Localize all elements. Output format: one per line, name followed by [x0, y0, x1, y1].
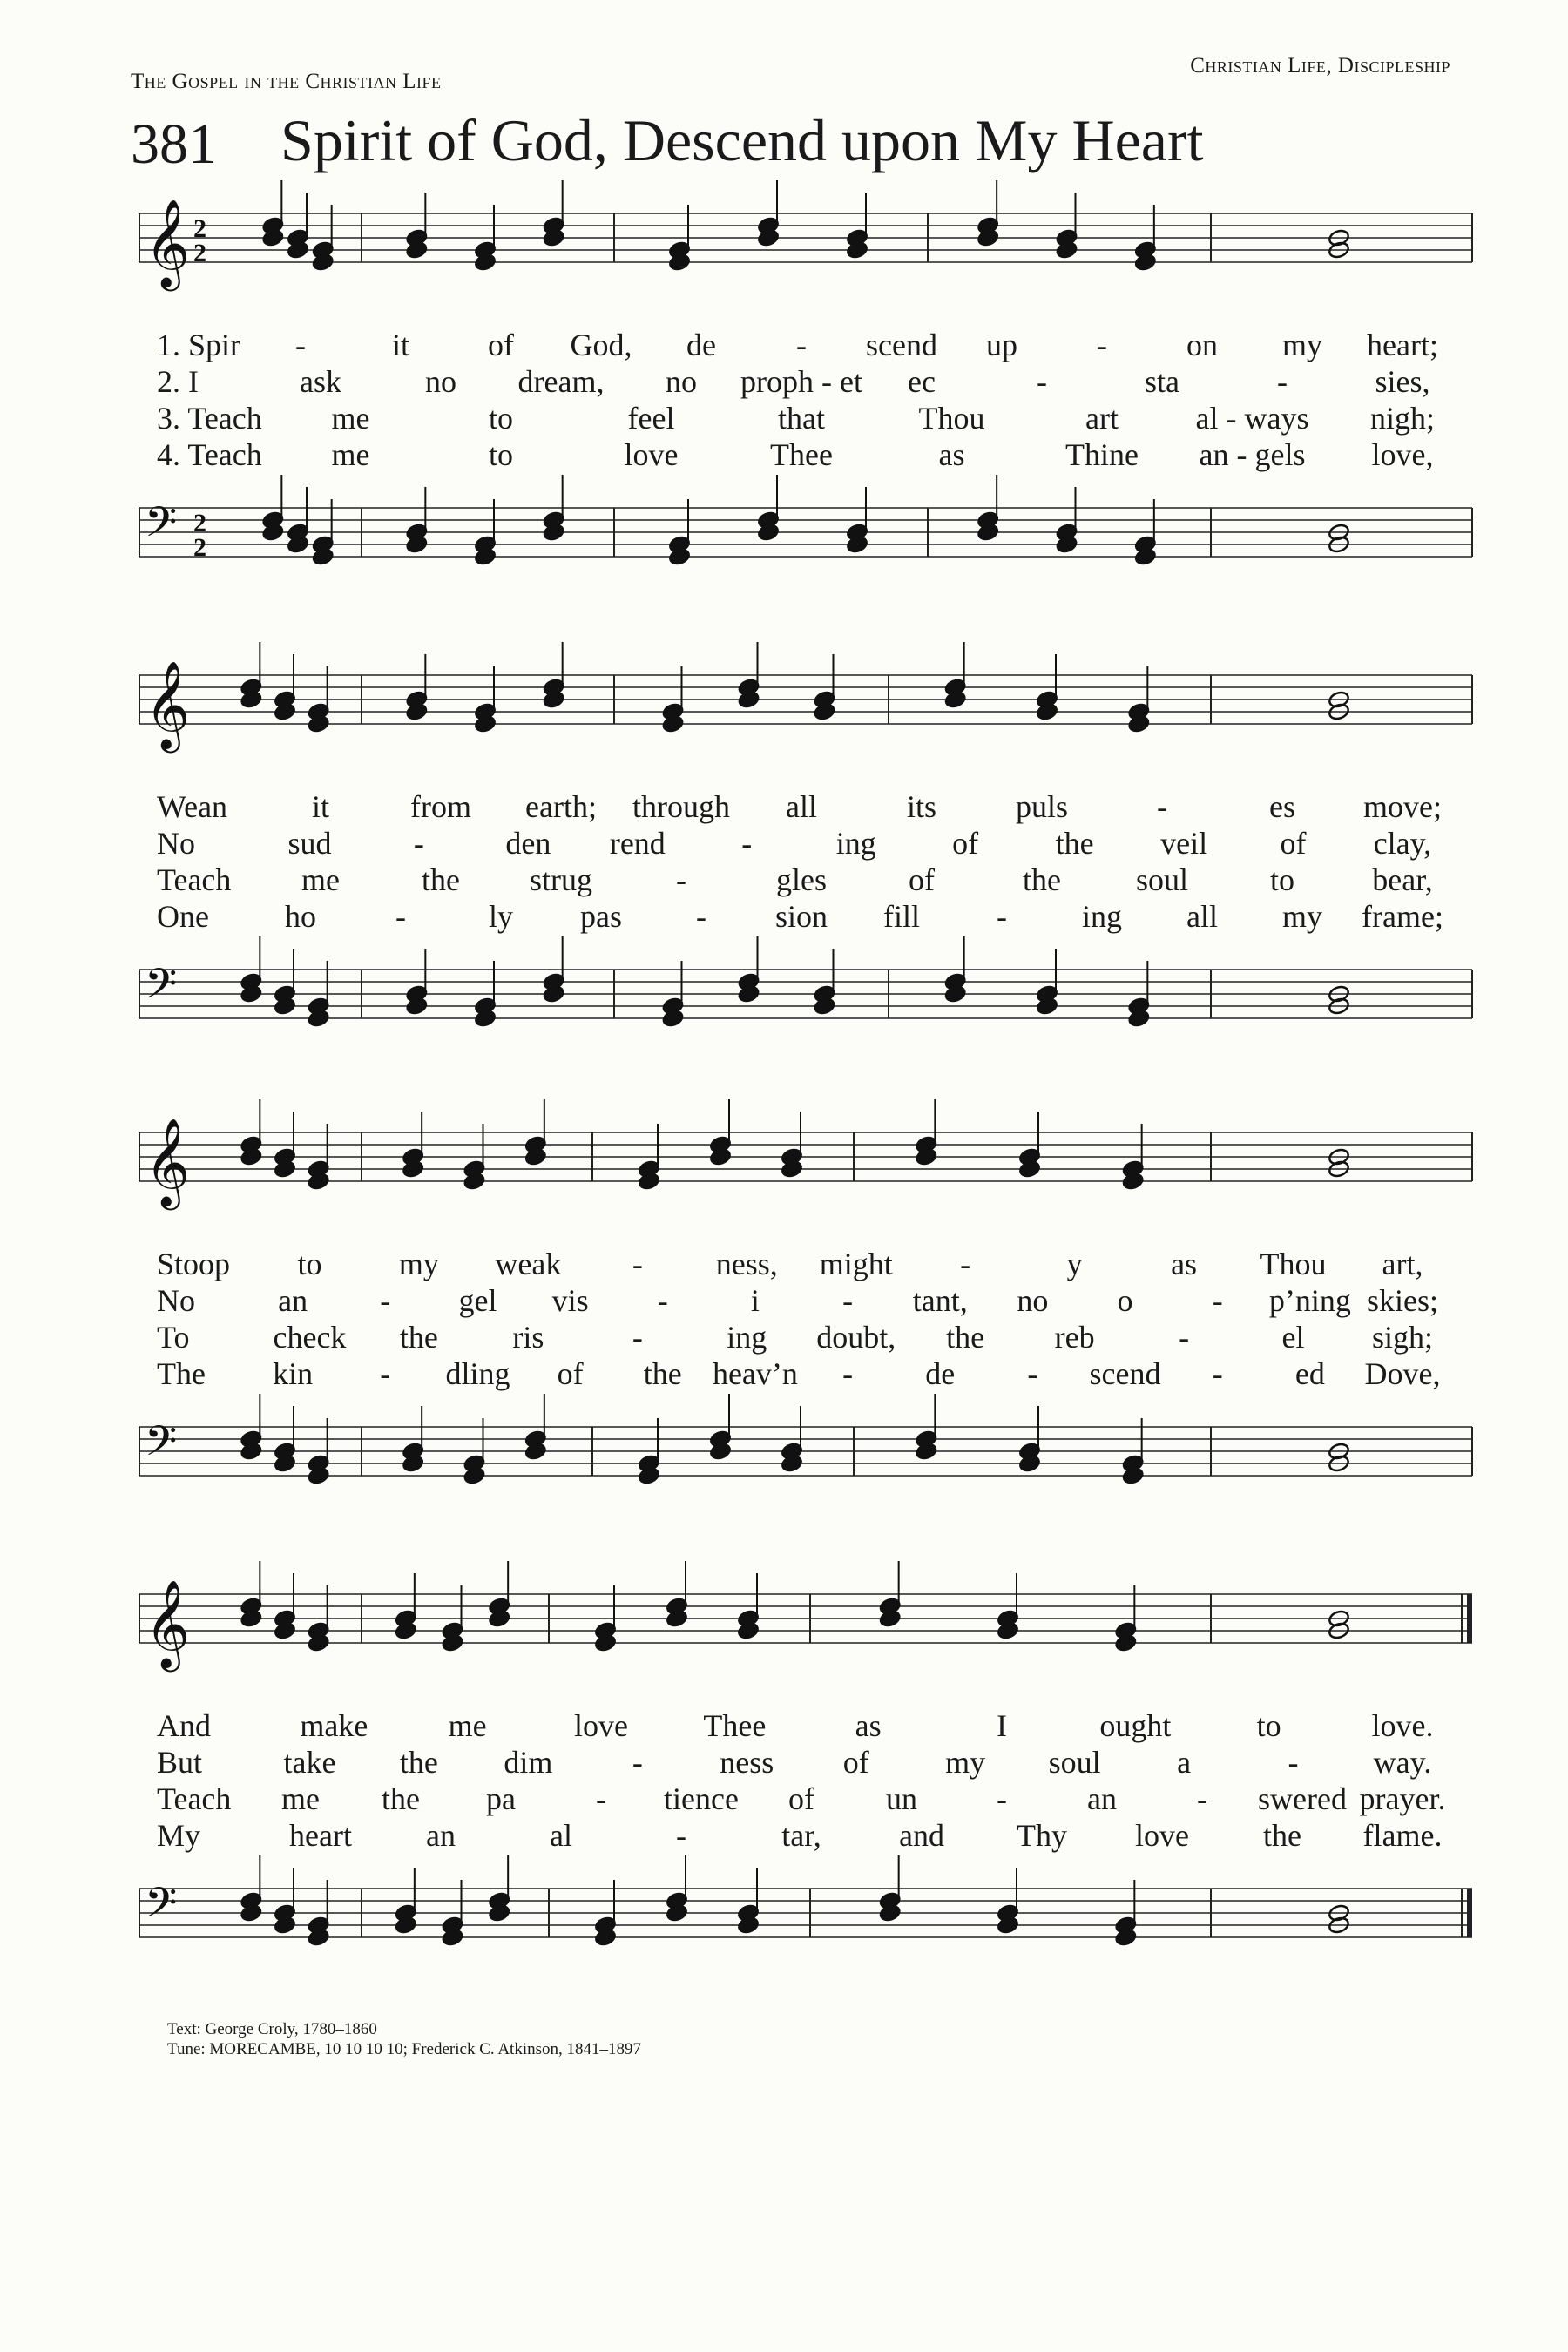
lyric-syllable: ought: [1099, 1708, 1172, 1743]
lyric-syllable: my: [1281, 899, 1323, 934]
lyric-syllable: -: [657, 1283, 668, 1318]
lyric-syllable: love.: [1371, 1708, 1434, 1743]
bass-clef-icon: 𝄢: [145, 497, 178, 557]
lyric-syllable: -: [632, 1320, 643, 1355]
lyric-syllable: an: [1087, 1781, 1117, 1816]
lyric-syllable: -: [997, 1781, 1007, 1816]
time-signature-digit: 2: [193, 509, 206, 537]
lyric-syllable: -: [1197, 1781, 1207, 1816]
lyric-syllable: -: [842, 1283, 854, 1318]
lyric-syllable: gel: [458, 1283, 497, 1318]
lyric-syllable: my: [945, 1745, 986, 1780]
lyric-syllable: love,: [1371, 437, 1434, 472]
lyric-syllable: -: [380, 1356, 391, 1391]
lyric-line-verse-4: [139, 436, 1472, 470]
lyric-syllable: ness,: [715, 1247, 778, 1281]
lyric-syllable: -: [696, 899, 706, 934]
lyric-syllable: Thine: [1065, 437, 1139, 472]
lyric-syllable: -: [676, 862, 686, 897]
lyric-syllable: i: [750, 1283, 760, 1318]
lyric-syllable: I: [997, 1708, 1007, 1743]
lyric-syllable: -: [997, 899, 1007, 934]
lyric-syllable: heav’n: [712, 1356, 798, 1391]
lyric-syllable: o: [1117, 1283, 1133, 1318]
lyric-syllable: on: [1186, 328, 1218, 362]
lyric-line-verse-1: [139, 1246, 1472, 1279]
lyric-syllable: heart: [289, 1818, 352, 1853]
lyric-syllable: weak: [495, 1247, 562, 1281]
lyric-syllable: to: [297, 1247, 322, 1281]
lyric-syllable: -: [741, 826, 753, 861]
lyric-syllable: its: [906, 789, 937, 824]
lyric-syllable: My: [157, 1818, 201, 1853]
lyric-syllable: no: [666, 364, 697, 399]
lyric-syllable: pa: [486, 1781, 516, 1816]
lyric-syllable: -: [380, 1283, 391, 1318]
lyric-syllable: -: [1179, 1320, 1190, 1355]
lyric-syllable: up: [986, 328, 1017, 362]
time-signature-digit: 2: [193, 533, 206, 562]
lyric-syllable: Thou: [1260, 1247, 1327, 1281]
lyric-syllable: dream,: [517, 364, 605, 399]
section-header-left: The Gospel in the Christian Life: [131, 70, 442, 93]
lyric-syllable: And: [157, 1708, 211, 1743]
lyric-syllable: it: [391, 328, 410, 362]
lyric-syllable: ris: [512, 1320, 544, 1355]
lyric-syllable: me: [331, 401, 370, 436]
lyric-syllable: swered: [1258, 1781, 1347, 1816]
lyric-syllable: to: [1269, 862, 1295, 897]
lyric-syllable: -: [842, 1356, 854, 1391]
lyric-syllable: me: [281, 1781, 320, 1816]
lyric-syllable: me: [331, 437, 370, 472]
lyric-syllable: proph - et: [740, 364, 862, 399]
lyric-syllable: -: [960, 1247, 971, 1281]
lyric-syllable: veil: [1160, 826, 1208, 861]
bass-staff: [139, 1855, 1472, 1947]
lyric-syllable: make: [300, 1708, 368, 1743]
lyric-syllable: 3. Teach: [157, 401, 262, 436]
lyric-syllable: the: [399, 1745, 438, 1780]
lyric-syllable: frame;: [1362, 899, 1443, 934]
lyric-syllable: gles: [776, 862, 827, 897]
lyric-syllable: to: [488, 437, 514, 472]
treble-clef-icon: 𝄞: [145, 659, 191, 749]
lyric-syllable: art,: [1382, 1247, 1423, 1281]
lyric-syllable: -: [1027, 1356, 1038, 1391]
lyric-syllable: ly: [488, 899, 514, 934]
lyric-syllable: it: [311, 789, 330, 824]
lyric-syllable: as: [855, 1708, 882, 1743]
lyric-syllable: 2. I: [157, 364, 199, 399]
lyric-syllable: de: [686, 328, 716, 362]
lyric-syllable: vis: [551, 1283, 589, 1318]
lyric-syllable: -: [632, 1247, 643, 1281]
lyric-syllable: the: [399, 1320, 438, 1355]
lyric-syllable: as: [1171, 1247, 1198, 1281]
lyric-syllable: tant,: [912, 1283, 968, 1318]
lyric-syllable: scend: [1089, 1356, 1161, 1391]
lyric-syllable: doubt,: [816, 1320, 896, 1355]
bass-clef-icon: 𝄢: [145, 1878, 178, 1937]
time-signature-digit: 2: [193, 214, 206, 243]
lyric-syllable: -: [676, 1818, 686, 1853]
lyric-line-verse-4: [139, 1355, 1472, 1389]
lyric-syllable: fill: [883, 899, 920, 934]
lyric-line-verse-3: [139, 400, 1472, 436]
treble-clef-icon: 𝄞: [145, 198, 191, 287]
lyric-syllable: y: [1066, 1247, 1083, 1281]
lyric-syllable: -: [413, 826, 424, 861]
lyric-syllable: -: [1277, 364, 1288, 399]
lyric-syllable: move;: [1363, 789, 1442, 824]
lyric-syllable: -: [395, 899, 406, 934]
bass-staff: [139, 475, 1472, 566]
lyric-syllable: love: [1135, 1818, 1189, 1853]
lyric-syllable: Teach: [157, 862, 232, 897]
lyric-syllable: clay,: [1373, 826, 1432, 861]
lyric-syllable: of: [842, 1745, 869, 1780]
lyric-line-verse-2: [139, 1744, 1472, 1780]
lyric-syllable: flame.: [1362, 1818, 1443, 1853]
lyric-syllable: the: [643, 1356, 682, 1391]
lyric-syllable: that: [778, 401, 825, 436]
lyric-syllable: of: [909, 862, 935, 897]
lyric-syllable: to: [488, 401, 514, 436]
section-header-right: Christian Life, Discipleship: [1190, 54, 1450, 78]
lyric-syllable: es: [1269, 789, 1295, 824]
lyric-syllable: sion: [774, 899, 828, 934]
lyric-syllable: the: [382, 1781, 420, 1816]
hymn-credits: [167, 2019, 641, 2059]
lyric-syllable: de: [925, 1356, 956, 1391]
lyric-syllable: all: [1186, 899, 1218, 934]
lyric-syllable: No: [157, 1283, 195, 1318]
lyric-syllable: ing: [1081, 899, 1123, 934]
lyric-syllable: -: [596, 1781, 606, 1816]
lyric-syllable: Thee: [703, 1708, 767, 1743]
lyric-syllable: -: [632, 1745, 643, 1780]
lyric-syllable: soul: [1048, 1745, 1101, 1780]
lyric-syllable: me: [448, 1708, 487, 1743]
lyric-line-verse-3: [139, 862, 1472, 895]
hymn-title: Spirit of God, Descend upon My Heart: [280, 107, 1204, 173]
lyric-syllable: skies;: [1366, 1283, 1439, 1318]
lyric-line-verse-1: [139, 1707, 1472, 1743]
lyric-syllable: To: [157, 1320, 190, 1355]
lyric-syllable: of: [1280, 826, 1307, 861]
lyric-syllable: al - ways: [1195, 401, 1309, 436]
lyric-syllable: ho: [285, 899, 316, 934]
lyric-syllable: kin: [273, 1356, 314, 1391]
lyric-line-verse-4: [139, 1817, 1472, 1853]
lyric-syllable: an: [278, 1283, 308, 1318]
text-credit: Text: George Croly, 1780–1860: [167, 2020, 377, 2038]
lyric-syllable: Wean: [157, 789, 228, 824]
lyric-syllable: el: [1281, 1320, 1305, 1355]
hymn-number: 381: [131, 112, 217, 176]
lyric-syllable: -: [1097, 328, 1107, 362]
lyric-syllable: art: [1085, 401, 1119, 436]
lyric-syllable: 4. Teach: [157, 437, 262, 472]
lyric-syllable: reb: [1054, 1320, 1095, 1355]
lyric-syllable: me: [301, 862, 340, 897]
lyric-syllable: Thou: [918, 401, 985, 436]
lyric-syllable: the: [946, 1320, 985, 1355]
lyric-syllable: ed: [1294, 1356, 1325, 1391]
lyric-syllable: One: [157, 899, 209, 934]
lyric-line-verse-1: [139, 327, 1472, 360]
lyric-syllable: an - gels: [1199, 437, 1306, 472]
lyric-syllable: heart;: [1367, 328, 1438, 362]
lyric-syllable: way.: [1373, 1745, 1432, 1780]
bass-staff: [139, 936, 1472, 1028]
lyric-syllable: scend: [866, 328, 937, 362]
lyric-syllable: a: [1177, 1745, 1192, 1780]
lyric-syllable: strug: [530, 862, 592, 897]
lyric-syllable: might: [819, 1247, 893, 1281]
lyric-line-verse-1: [139, 788, 1472, 824]
lyric-syllable: through: [632, 789, 730, 824]
lyric-syllable: sud: [287, 826, 332, 861]
lyric-line-verse-2: [139, 363, 1472, 399]
treble-clef-icon: 𝄞: [145, 1117, 191, 1206]
lyric-syllable: 1. Spir: [157, 328, 241, 362]
lyric-syllable: p’ning: [1268, 1283, 1351, 1318]
lyric-syllable: check: [273, 1320, 347, 1355]
lyric-syllable: of: [952, 826, 979, 861]
lyric-syllable: and: [899, 1818, 944, 1853]
lyric-syllable: the: [1263, 1818, 1301, 1853]
lyric-syllable: Stoop: [157, 1247, 231, 1281]
lyric-syllable: sies,: [1375, 364, 1430, 399]
lyric-syllable: soul: [1135, 862, 1189, 897]
bass-clef-icon: 𝄢: [145, 1416, 178, 1476]
lyric-syllable: an: [426, 1818, 456, 1853]
lyric-syllable: puls: [1015, 789, 1069, 824]
lyric-syllable: But: [157, 1745, 203, 1780]
lyric-syllable: Dove,: [1364, 1356, 1441, 1391]
treble-clef-icon: 𝄞: [145, 1578, 191, 1668]
lyric-syllable: The: [157, 1356, 206, 1391]
lyric-syllable: ask: [300, 364, 341, 399]
lyric-line-verse-3: [139, 1319, 1472, 1355]
lyric-syllable: -: [1157, 789, 1167, 824]
tune-credit: Tune: MORECAMBE, 10 10 10 10; Frederick C. Atkinson, 1841–1897: [167, 2040, 641, 2058]
lyric-syllable: take: [283, 1745, 336, 1780]
lyric-syllable: Thee: [770, 437, 833, 472]
lyric-line-verse-2: [139, 825, 1472, 861]
lyric-syllable: tience: [664, 1781, 739, 1816]
lyric-syllable: all: [786, 789, 817, 824]
lyric-syllable: al: [550, 1818, 572, 1853]
lyric-syllable: as: [938, 437, 965, 472]
lyric-syllable: -: [1037, 364, 1047, 399]
lyric-syllable: my: [1281, 328, 1323, 362]
lyric-syllable: the: [1055, 826, 1094, 861]
lyric-syllable: love: [624, 437, 679, 472]
lyric-syllable: rend: [609, 826, 666, 861]
lyric-syllable: ing: [727, 1320, 767, 1355]
lyric-syllable: -: [796, 328, 807, 362]
lyric-syllable: the: [1023, 862, 1061, 897]
lyric-syllable: the: [422, 862, 460, 897]
lyric-line-verse-4: [139, 898, 1472, 934]
lyric-syllable: den: [505, 826, 551, 861]
lyric-syllable: feel: [627, 401, 675, 436]
lyric-syllable: my: [398, 1247, 439, 1281]
treble-staff: [139, 1099, 1472, 1211]
lyric-syllable: No: [157, 826, 195, 861]
lyric-line-verse-3: [139, 1781, 1472, 1814]
lyric-syllable: Thy: [1017, 1818, 1067, 1853]
lyric-syllable: -: [1212, 1283, 1223, 1318]
lyric-syllable: -: [1288, 1745, 1299, 1780]
lyric-syllable: from: [410, 789, 471, 824]
lyric-syllable: -: [1212, 1356, 1223, 1391]
lyric-syllable: tar,: [781, 1818, 821, 1853]
lyric-syllable: of: [557, 1356, 584, 1391]
lyric-syllable: God,: [570, 328, 632, 362]
lyric-syllable: dim: [504, 1745, 553, 1780]
lyric-syllable: of: [488, 328, 514, 362]
lyric-syllable: dling: [445, 1356, 510, 1391]
lyric-line-verse-2: [139, 1282, 1472, 1318]
lyric-syllable: earth;: [525, 789, 597, 824]
lyric-syllable: bear,: [1372, 862, 1433, 897]
lyric-syllable: sta: [1145, 364, 1179, 399]
lyric-syllable: ec: [908, 364, 936, 399]
lyric-syllable: un: [886, 1781, 917, 1816]
treble-staff: [139, 180, 1472, 292]
lyric-syllable: ness: [720, 1745, 774, 1780]
lyric-syllable: prayer.: [1359, 1781, 1446, 1816]
lyric-syllable: Teach: [157, 1781, 232, 1816]
lyric-syllable: no: [1017, 1283, 1049, 1318]
lyric-syllable: to: [1256, 1708, 1281, 1743]
treble-staff: [139, 1561, 1472, 1673]
lyric-syllable: pas: [580, 899, 622, 934]
lyric-syllable: nigh;: [1369, 401, 1436, 436]
lyric-syllable: sigh;: [1371, 1320, 1434, 1355]
lyric-syllable: no: [425, 364, 456, 399]
bass-staff: [139, 1394, 1472, 1485]
staff-graphic: [139, 659, 1472, 1041]
lyric-syllable: of: [788, 1781, 814, 1816]
lyric-syllable: -: [295, 328, 306, 362]
time-signature-digit: 2: [193, 239, 206, 267]
treble-staff: [139, 642, 1472, 754]
bass-clef-icon: 𝄢: [145, 959, 178, 1018]
lyric-syllable: love: [574, 1708, 628, 1743]
lyric-syllable: ing: [835, 826, 876, 861]
staff-graphic: [139, 1578, 1472, 1960]
